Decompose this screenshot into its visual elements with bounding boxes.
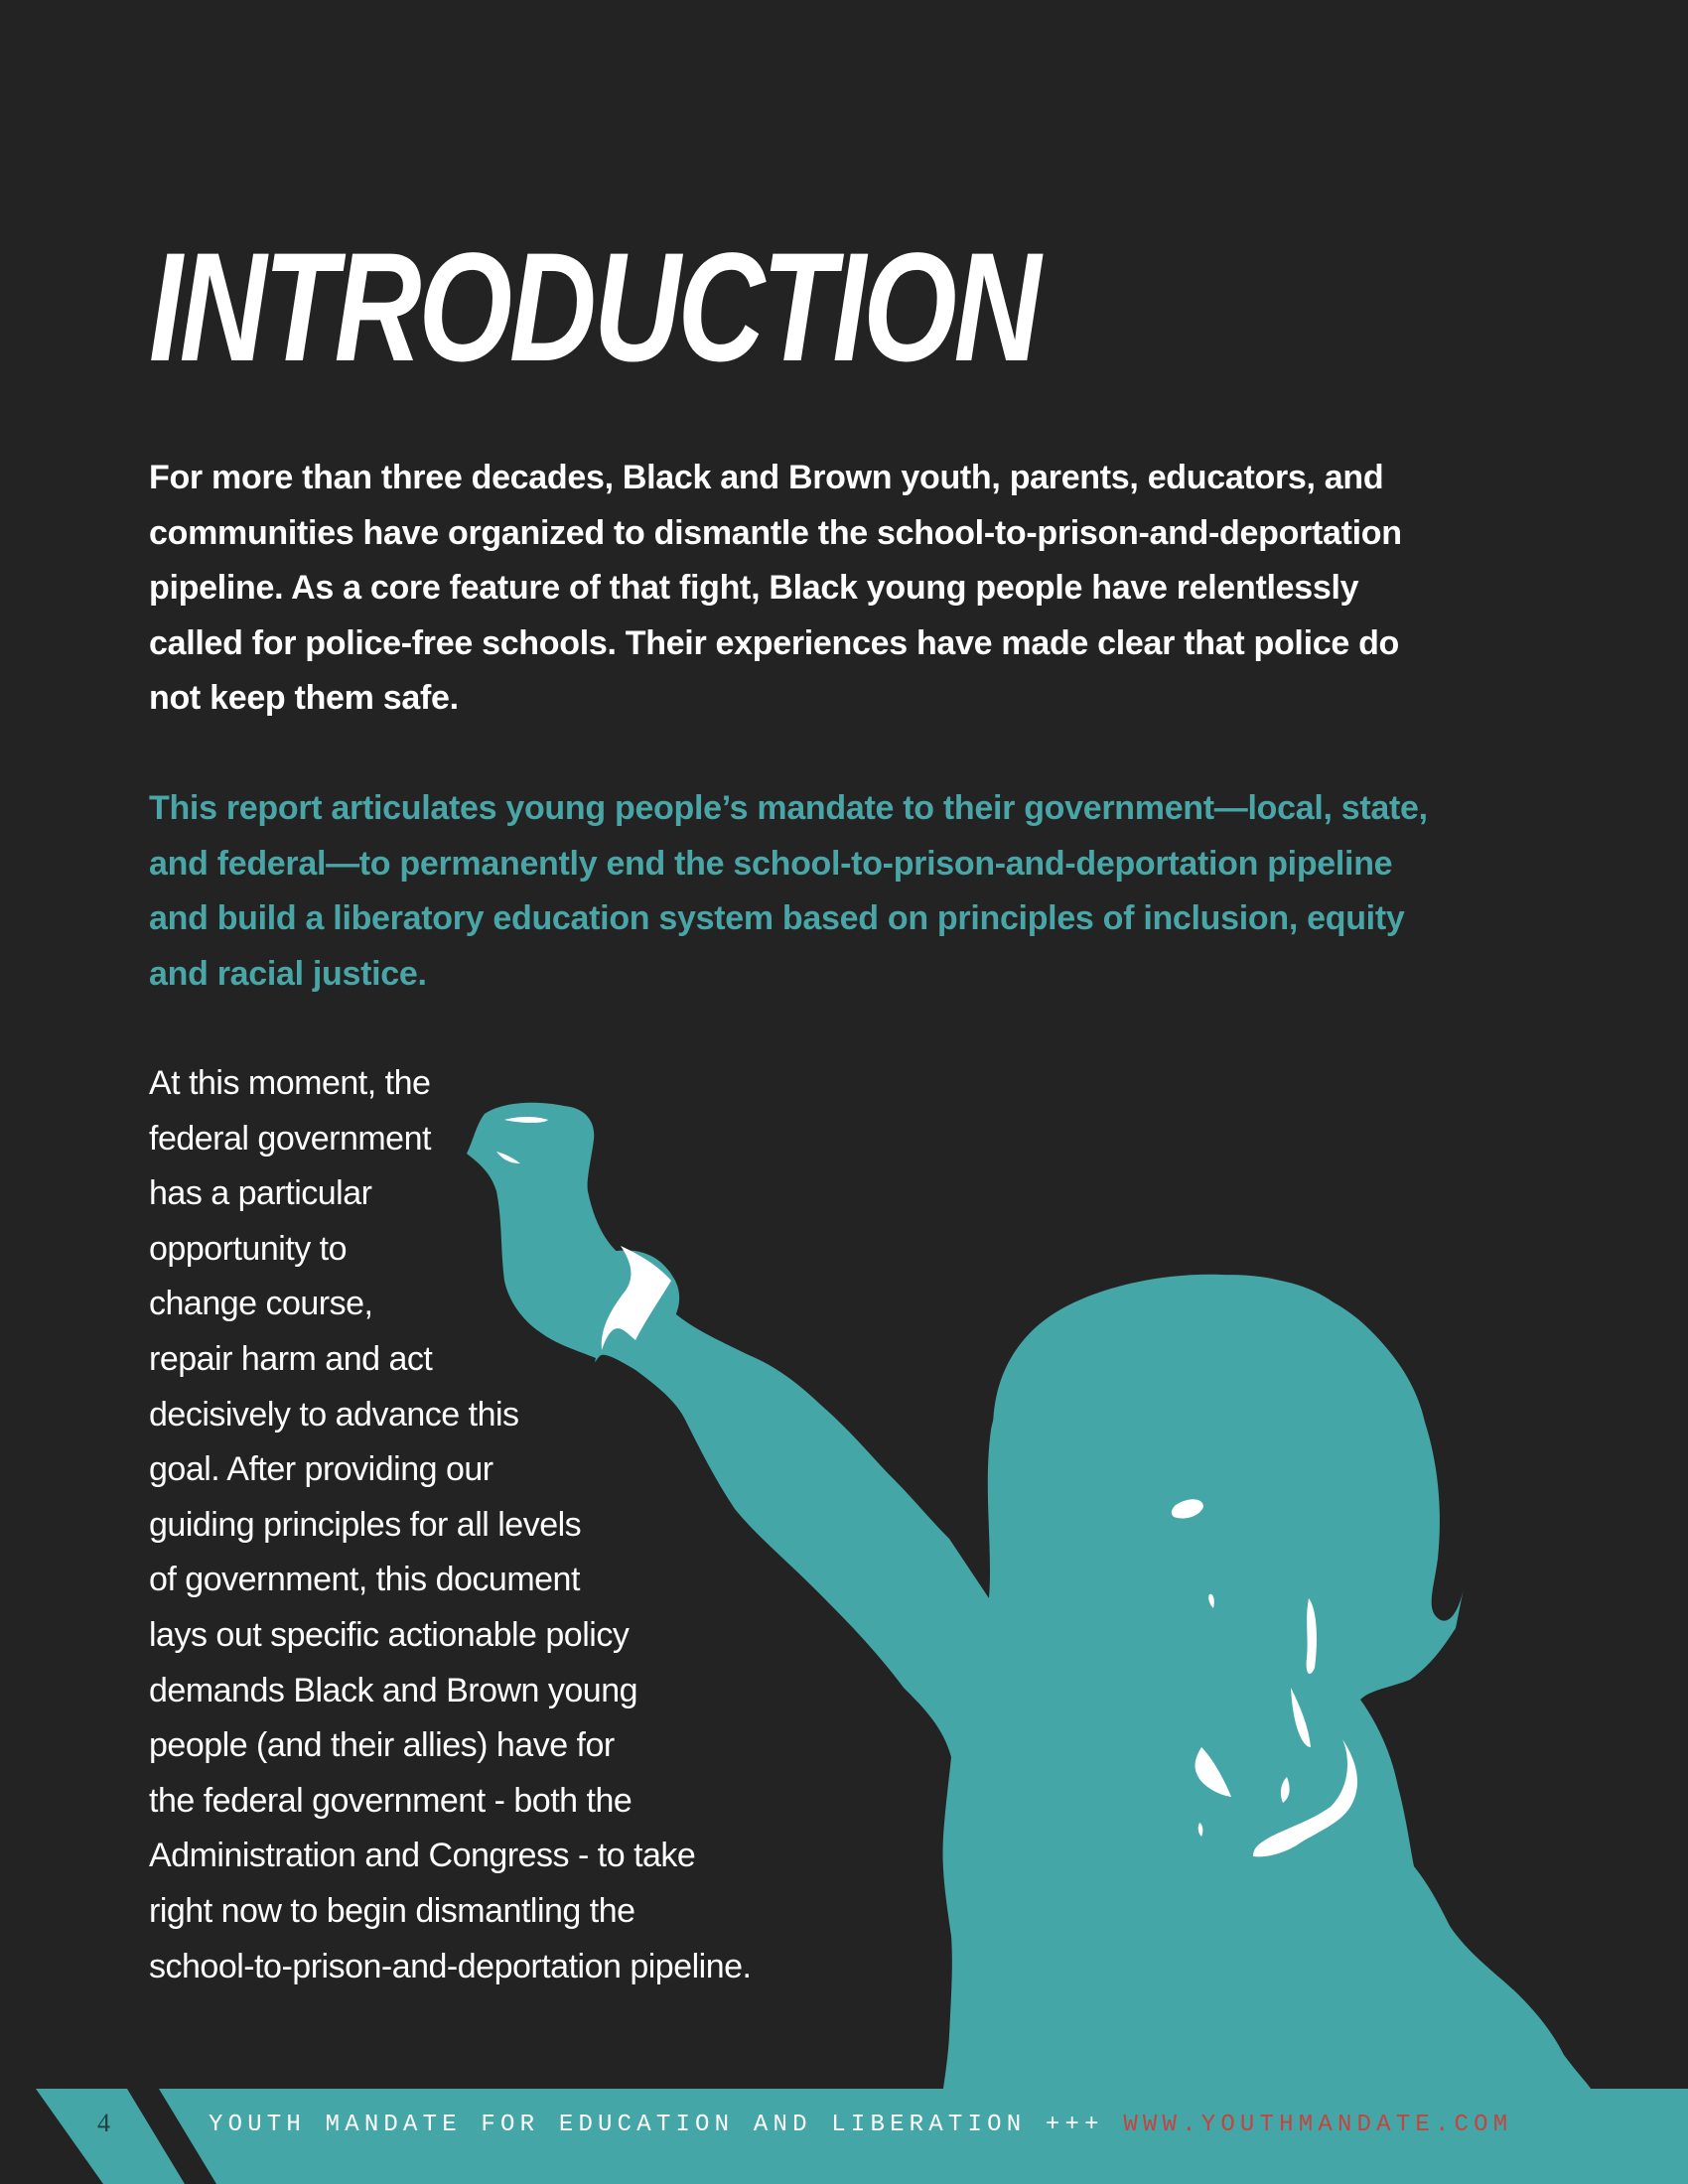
body-line: demands Black and Brown young	[149, 1671, 638, 1709]
body-line: right now to begin dismantling the	[149, 1891, 635, 1930]
body-line: guiding principles for all levels	[149, 1505, 582, 1544]
body-line: repair harm and act	[149, 1339, 433, 1378]
footer-tagline	[209, 2112, 1512, 2138]
lead-paragraph: For more than three decades, Black and Brown youth, parents, educators, and communities have organized to dismantle the school-to-prison-and-deportation pipeline. As a core feature of that fight, Black young people have relentlessly called for police-free schools. Their experiences have made clear that police do not keep them safe.	[149, 459, 1402, 717]
body-line: decisively to advance this	[149, 1395, 519, 1433]
body-line: lays out specific actionable policy	[149, 1615, 630, 1654]
body-line: federal government	[149, 1119, 431, 1158]
body-paragraph	[149, 1056, 784, 1994]
body-line: the federal government - both the	[149, 1781, 633, 1820]
body-line: school-to-prison-and-deportation pipeline.	[149, 1947, 752, 1985]
page-title: INTRODUCTION	[149, 221, 1039, 394]
mandate-paragraph: This report articulates young people’s mandate to their government—local, state, and federal—to permanently end the school-to-prison-and-deportation pipeline and build a liberatory education system based on principles of inclusion, equity and racial justice.	[149, 789, 1428, 993]
body-line: Administration and Congress - to take	[149, 1837, 696, 1875]
body-line: goal. After providing our	[149, 1450, 493, 1489]
footer-url-link[interactable]: WWW.YOUTHMANDATE.COM	[1123, 2112, 1513, 2138]
body-line: change course,	[149, 1285, 373, 1323]
body-line: of government, this document	[149, 1561, 580, 1599]
body-line: opportunity to	[149, 1229, 348, 1268]
body-line: people (and their allies) have for	[149, 1726, 615, 1765]
body-line: At this moment, the	[149, 1064, 431, 1102]
body-line: has a particular	[149, 1174, 372, 1213]
page-number: 4	[97, 2109, 110, 2137]
footer-label: YOUTH MANDATE FOR EDUCATION AND LIBERATION +++	[209, 2112, 1124, 2138]
